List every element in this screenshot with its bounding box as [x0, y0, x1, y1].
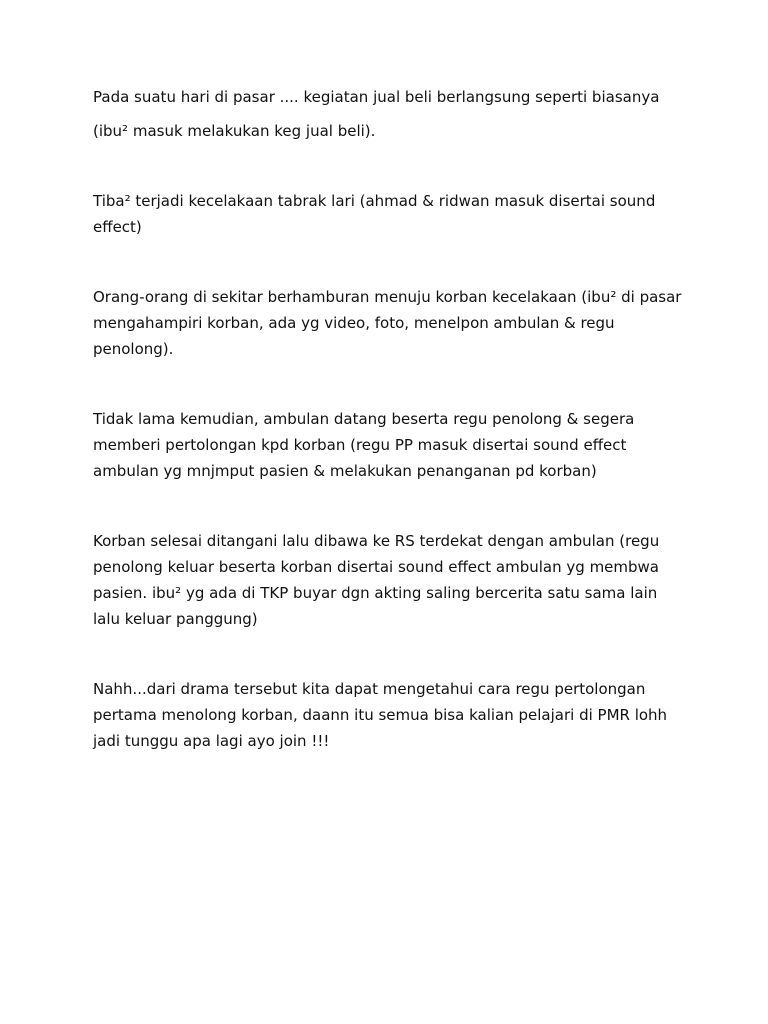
- document-body: [93, 84, 683, 754]
- paragraph-market-scene: Pada suatu hari di pasar .... kegiatan jual beli berlangsung seperti biasanya: [93, 88, 660, 106]
- paragraph-stage-direction-mothers: (ibu² masuk melakukan keg jual beli).: [93, 122, 376, 140]
- paragraph-closing-invitation: Nahh...dari drama tersebut kita dapat mengetahui cara regu pertolongan pertama menolong korban, daann itu semua bisa kalian pelajari di PMR lohh jadi tunggu apa lagi ayo join !!!: [93, 680, 668, 750]
- paragraph-crowd: Orang-orang di sekitar berhamburan menuju korban kecelakaan (ibu² di pasar mengahampiri korban, ada yg video, foto, menelpon ambulan & regu penolong).: [93, 288, 682, 358]
- paragraph-accident: Tiba² terjadi kecelakaan tabrak lari (ahmad & ridwan masuk disertai sound effect): [93, 192, 656, 236]
- paragraph-ambulance-arrives: Tidak lama kemudian, ambulan datang beserta regu penolong & segera memberi pertolongan kpd korban (regu PP masuk disertai sound effect ambulan yg mnjmput pasien & melakukan penanganan pd korban): [93, 410, 635, 480]
- paragraph-victim-taken: Korban selesai ditangani lalu dibawa ke RS terdekat dengan ambulan (regu penolong keluar beserta korban disertai sound effect ambulan yg membwa pasien. ibu² yg ada di TKP buyar dgn akting saling bercerita satu sama lain lalu keluar panggung): [93, 532, 660, 628]
